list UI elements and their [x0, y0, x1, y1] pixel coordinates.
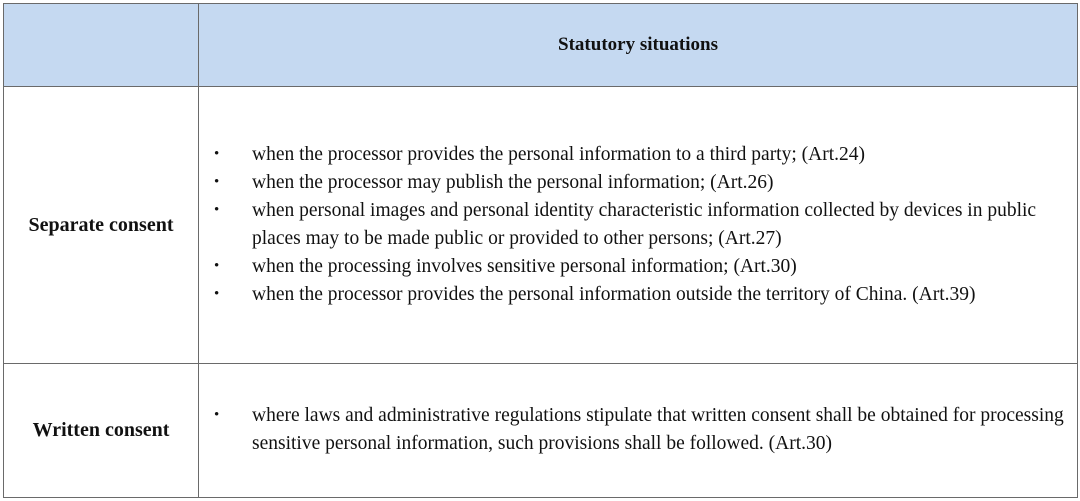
row-label-separate-consent: Separate consent — [4, 87, 199, 364]
row-items-separate-consent — [199, 87, 1078, 364]
row-items-written-consent — [199, 363, 1078, 497]
list-item — [199, 197, 1065, 253]
list-item — [199, 281, 1065, 309]
list-item — [199, 141, 1065, 169]
list-item-text: when the processor may publish the personal information; (Art.26) — [252, 171, 774, 193]
table-header-row — [4, 4, 1078, 87]
situation-list — [199, 402, 1077, 458]
list-item — [199, 402, 1065, 458]
header-corner-cell — [4, 4, 199, 87]
header-title: Statutory situations — [199, 4, 1078, 87]
list-item-text: where laws and administrative regulations stipulate that written consent shall be obtained for processing sensitive personal information, such provisions shall be followed. (Art.30) — [252, 405, 1064, 455]
list-item-text: when the processor provides the personal information to a third party; (Art.24) — [252, 143, 866, 165]
list-item-text: when personal images and personal identity characteristic information collected by devices in public places may to be made public or provided to other persons; (Art.27) — [252, 199, 1037, 249]
table-row-separate-consent — [4, 87, 1078, 364]
table-row-written-consent — [4, 363, 1078, 497]
list-item-text: when the processor provides the personal information outside the territory of China. (Art.39) — [252, 283, 976, 305]
bullet-icon: • — [214, 285, 220, 302]
bullet-icon: • — [214, 257, 220, 274]
bullet-icon: • — [214, 407, 220, 424]
bullet-icon: • — [214, 201, 220, 218]
statutory-situations-table — [3, 3, 1078, 498]
list-item-text: when the processing involves sensitive personal information; (Art.30) — [252, 255, 797, 277]
row-label-written-consent: Written consent — [4, 363, 199, 497]
situation-list — [199, 141, 1077, 309]
bullet-icon: • — [214, 173, 220, 190]
list-item — [199, 253, 1065, 281]
bullet-icon: • — [214, 145, 220, 162]
list-item — [199, 169, 1065, 197]
